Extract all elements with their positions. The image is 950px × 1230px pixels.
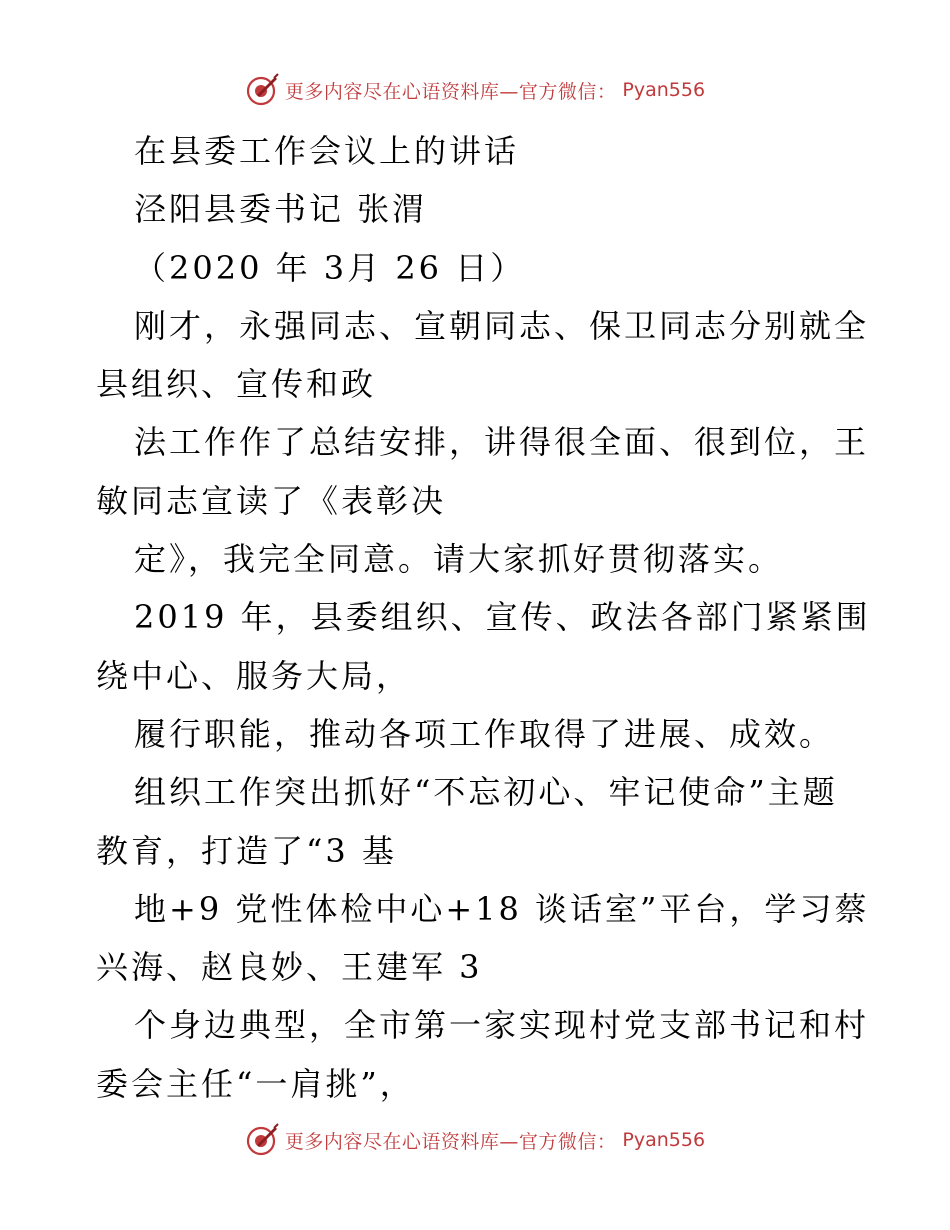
- quill-pen-logo-icon: [245, 1123, 279, 1157]
- paragraph-line: 法工作作了总结安排，讲得很全面、很到位，王: [134, 423, 870, 462]
- watermark-text: 更多内容尽在心语资料库—官方微信：: [284, 1130, 617, 1153]
- paragraph-line: 县组织、宣传和政: [96, 365, 377, 404]
- document-author: 泾阳县委书记 张渭: [134, 190, 428, 229]
- watermark-account: Pyan556: [622, 1129, 706, 1151]
- document-title: 在县委工作会议上的讲话: [134, 132, 520, 170]
- paragraph-line: 履行职能，推动各项工作取得了进展、成效。: [134, 714, 835, 753]
- watermark-account: Pyan556: [622, 79, 706, 101]
- document-body: [96, 122, 871, 1113]
- footer-watermark: [0, 1120, 950, 1160]
- paragraph-line: 教育，打造了“3 基: [96, 831, 397, 870]
- paragraph-line: 敏同志宣读了《表彰决: [96, 481, 447, 520]
- quill-pen-logo-icon: [245, 73, 279, 107]
- document-date: （2020 年 3月 26 日）: [134, 248, 526, 287]
- paragraph-line: 兴海、赵良妙、王建军 3: [96, 948, 483, 987]
- paragraph-line: 2019 年，县委组织、宣传、政法各部门紧紧围: [134, 598, 871, 637]
- paragraph-line: 地+9 党性体检中心+18 谈话室”平台，学习蔡: [134, 889, 870, 928]
- paragraph-line: 定》，我完全同意。请大家抓好贯彻落实。: [134, 540, 784, 579]
- header-watermark: [0, 70, 950, 110]
- watermark-text: 更多内容尽在心语资料库—官方微信：: [284, 80, 617, 103]
- paragraph-line: 绕中心、服务大局，: [96, 656, 412, 695]
- paragraph-line: 委会主任“一肩挑”，: [96, 1064, 415, 1103]
- paragraph-line: 组织工作突出抓好“不忘初心、牢记使命”主题: [134, 773, 838, 812]
- paragraph-line: 个身边典型，全市第一家实现村党支部书记和村: [134, 1006, 870, 1045]
- paragraph-line: 刚才，永强同志、宣朝同志、保卫同志分别就全: [134, 306, 870, 345]
